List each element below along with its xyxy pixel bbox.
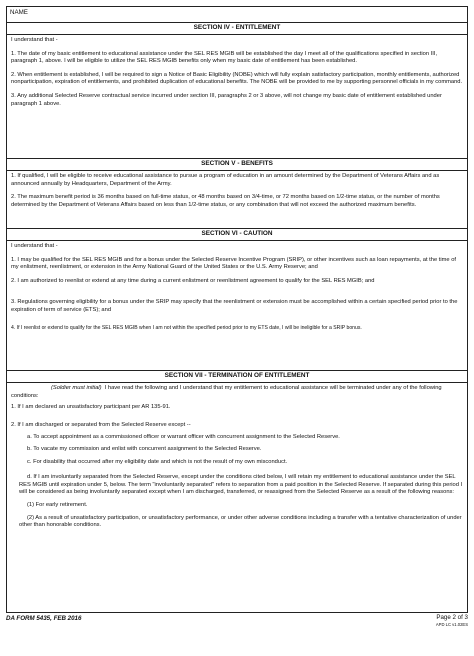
section-vii-paragraph-1: 1. If I am declared an unsatisfactory participant per AR 135-91. — [11, 404, 171, 411]
section-vii-paragraph-2: 2. If I am discharged or separated from the Selected Reserve except -- — [11, 421, 191, 428]
section-vii-item-c: c. For disability that occurred after my eligibility date and which is not the result of my own misconduct. — [27, 458, 288, 465]
form-number: DA FORM 5435, FEB 2016 — [6, 615, 82, 622]
section-vii-header: SECTION VII - TERMINATION OF ENTITLEMENT — [7, 371, 467, 383]
section-iv-paragraph-3: 3. Any additional Selected Reserve contractual service incurred under section III, paragraphs 2 or 3 above, will not change my basic date of entitlement established under paragraph 1 above. — [11, 92, 442, 107]
form-page — [6, 6, 468, 613]
section-iv-body — [7, 35, 467, 159]
section-v-header: SECTION V - BENEFITS — [7, 159, 467, 171]
page-number: Page 2 of 3 — [436, 614, 468, 621]
section-vii-item-b: b. To vacate my commission and enlist with concurrent assignment to the Selected Reserve. — [27, 445, 262, 452]
section-iv-paragraph-2: 2. When entitlement is established, I will be required to sign a Notice of Basic Eligibility (NOBE) which will fully explain satisfactory participation, monthly entitlements, authorized nonparticipation, expiration of entitlements, and prohibited duplication of educational benefits. The NOBE will be provided to me by supporting personnel officials in my command. — [11, 71, 463, 86]
section-vii-body — [7, 383, 467, 613]
section-iv-intro: I understand that - — [11, 37, 58, 43]
section-v-body — [7, 171, 467, 229]
section-vii-item-d: d. If I am involuntarily separated from the Selected Reserve, except under the conditions cited below, I will retain my entitlement to educational assistance under the SEL RES MGIB until expiration under 5, below. The term "involuntarily separated" refers to separation from a paid position in the Selected Reserve. If separated during this period I will be considered as being involuntarily separated except when I am discharged, transferred, or reassigned from the Selected Reserve as a result of the following reasons: — [19, 474, 463, 496]
section-vi-body — [7, 241, 467, 371]
section-vi-paragraph-4: 4. If I reenlist or extend to qualify for the SEL RES MGIB when I am not within the specified period prior to my ETS date, I will be ineligible for a SRIP bonus. — [11, 324, 362, 331]
section-vii-item-d2: (2) As a result of unsatisfactory participation, or unsatisfactory performance, or under other adverse conditions including a transfer with a tentative characterization of under other than honorable conditions. — [19, 514, 462, 529]
section-vi-paragraph-3: 3. Regulations governing eligibility for a bonus under the SRIP may specify that the reenlistment or extension must be accomplished within a certain specified period prior to the expiration of term of service (ETS); and — [11, 299, 458, 313]
section-iv-paragraph-1: 1. The date of my basic entitlement to educational assistance under the SEL RES MGIB will be established the day I meet all of the qualifications specified in section III, paragraph 1, above. I will be eligible to utilize the SEL RES MGIB benefits only when my basic date of entitlement has been established. — [11, 50, 438, 65]
form-version: APD LC v1.02ES — [435, 622, 468, 627]
section-vii-intro: I have read the following and I understand that my entitlement to educational assistance will be terminated under any of the following conditions: — [11, 385, 442, 399]
name-label: NAME — [10, 9, 28, 16]
section-vi-paragraph-2: 2. I am authorized to reenlist or extend at any time during a current enlistment or reenlistment agreement to qualify for the SEL RES MGIB; and — [11, 277, 375, 284]
section-v-paragraph-1: 1. If qualified, I will be eligible to receive educational assistance to pursue a program of education in an amount determined by the Department of Veterans Affairs and as announced annually by Headquarters, Department of the Army. — [11, 173, 440, 187]
form-footer — [6, 614, 468, 634]
section-vi-paragraph-1: 1. I may be qualified for the SEL RES MGIB and for a bonus under the Selected Reserve Incentive Program (SRIP), or other incentives such as loan repayments, at the time of my enlistment, reenlistment, or extension in the Army National Guard of the United States or the U.S. Army Reserve; and — [11, 256, 456, 271]
section-v-paragraph-2: 2. The maximum benefit period is 36 months based on full-time status, or 48 months based on 3/4-time, or 72 months based on 1/2-time status, or the number of months determined by the Department of Veterans Affairs based on less than 1/2-time status, or any combination that will not exceed the authorized maximum benefits. — [11, 194, 440, 208]
section-vi-header: SECTION VI - CAUTION — [7, 229, 467, 241]
section-vii-item-d1: (1) For early retirement. — [27, 501, 88, 508]
name-field[interactable] — [7, 7, 467, 23]
section-vi-intro: I understand that - — [11, 243, 58, 249]
section-vii-intro-line — [11, 385, 463, 400]
section-iv-header: SECTION IV - ENTITLEMENT — [7, 23, 467, 35]
section-vii-item-a: a. To accept appointment as a commissioned officer or warrant officer with concurrent assignment to the Selected Reserve. — [27, 434, 340, 441]
initial-label: (Soldier must initial) — [51, 385, 102, 391]
